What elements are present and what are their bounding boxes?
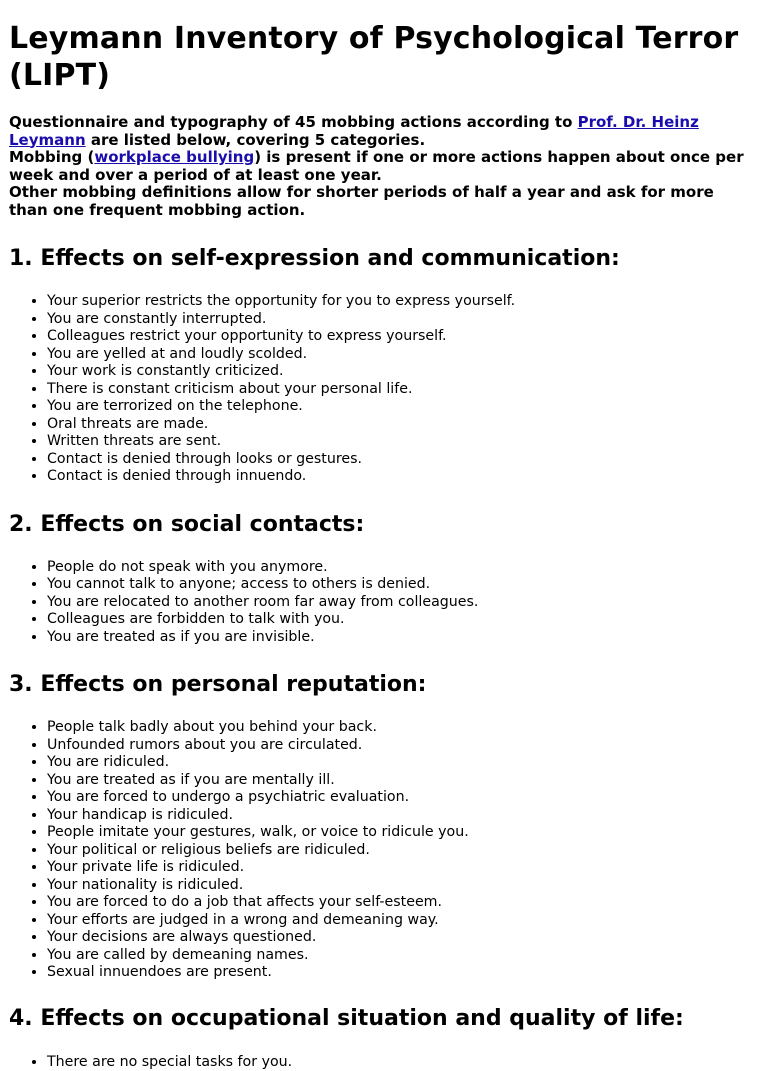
intro-line-2 (9, 149, 744, 184)
list-item: • Your efforts are judged in a wrong and demeaning way. (47, 912, 768, 930)
item-list (9, 293, 768, 486)
list-item: • Your political or religious beliefs are ridiculed. (47, 842, 768, 860)
intro-paragraph (9, 114, 744, 219)
list-item: • Contact is denied through innuendo. (47, 468, 768, 486)
list-item: • People do not speak with you anymore. (47, 559, 768, 577)
list-item: • Unfounded rumors about you are circulated. (47, 737, 768, 755)
list-item: • Oral threats are made. (47, 416, 768, 434)
list-item: • You are treated as if you are invisible. (47, 629, 768, 647)
list-item: • There are no special tasks for you. (47, 1054, 768, 1071)
list-item: • Sexual innuendoes are present. (47, 964, 768, 982)
intro-text: Mobbing ( (9, 148, 94, 166)
section-heading: 2. Effects on social contacts: (9, 511, 768, 539)
page-title: Leymann Inventory of Psychological Terror (LIPT) (9, 20, 768, 94)
list-item: • You are called by demeaning names. (47, 947, 768, 965)
list-item: • Your nationality is ridiculed. (47, 877, 768, 895)
list-item: • People imitate your gestures, walk, or voice to ridicule you. (47, 824, 768, 842)
section-self-expression (9, 245, 768, 486)
list-item: • Colleagues restrict your opportunity to express yourself. (47, 328, 768, 346)
list-item: • You are forced to undergo a psychiatric evaluation. (47, 789, 768, 807)
item-list (9, 559, 768, 647)
list-item: • There is constant criticism about your personal life. (47, 381, 768, 399)
intro-text: ) is present if one or more actions happen about once per week and over a period of at least one year. (9, 148, 744, 184)
intro-line-1 (9, 114, 744, 149)
item-list (9, 1054, 768, 1071)
section-heading: 4. Effects on occupational situation and quality of life: (9, 1005, 768, 1033)
list-item: • You are treated as if you are mentally ill. (47, 772, 768, 790)
intro-line-3: Other mobbing definitions allow for shorter periods of half a year and ask for more than one frequent mobbing action. (9, 184, 744, 219)
list-item: • Contact is denied through looks or gestures. (47, 451, 768, 469)
list-item: • Your decisions are always questioned. (47, 929, 768, 947)
item-list (9, 719, 768, 982)
intro-text: are listed below, covering 5 categories. (86, 131, 426, 149)
list-item: • Your handicap is ridiculed. (47, 807, 768, 825)
list-item: • You are terrorized on the telephone. (47, 398, 768, 416)
section-heading: 3. Effects on personal reputation: (9, 671, 768, 699)
list-item: • You are relocated to another room far away from colleagues. (47, 594, 768, 612)
list-item: • Your private life is ridiculed. (47, 859, 768, 877)
section-personal-reputation (9, 671, 768, 982)
workplace-bullying-link[interactable]: workplace bullying (94, 148, 254, 166)
list-item: • You are constantly interrupted. (47, 311, 768, 329)
list-item: • You are forced to do a job that affects your self-esteem. (47, 894, 768, 912)
list-item: • You cannot talk to anyone; access to others is denied. (47, 576, 768, 594)
list-item: • You are yelled at and loudly scolded. (47, 346, 768, 364)
section-heading: 1. Effects on self-expression and communication: (9, 245, 768, 273)
list-item: • Your superior restricts the opportunity for you to express yourself. (47, 293, 768, 311)
list-item: • Your work is constantly criticized. (47, 363, 768, 381)
list-item: • Colleagues are forbidden to talk with you. (47, 611, 768, 629)
leymann-link[interactable]: Prof. Dr. Heinz Leymann (9, 113, 699, 149)
list-item: • You are ridiculed. (47, 754, 768, 772)
section-occupational-situation (9, 1005, 768, 1071)
section-social-contacts (9, 511, 768, 647)
list-item: • People talk badly about you behind your back. (47, 719, 768, 737)
list-item: • Written threats are sent. (47, 433, 768, 451)
intro-text: Questionnaire and typography of 45 mobbing actions according to (9, 113, 578, 131)
